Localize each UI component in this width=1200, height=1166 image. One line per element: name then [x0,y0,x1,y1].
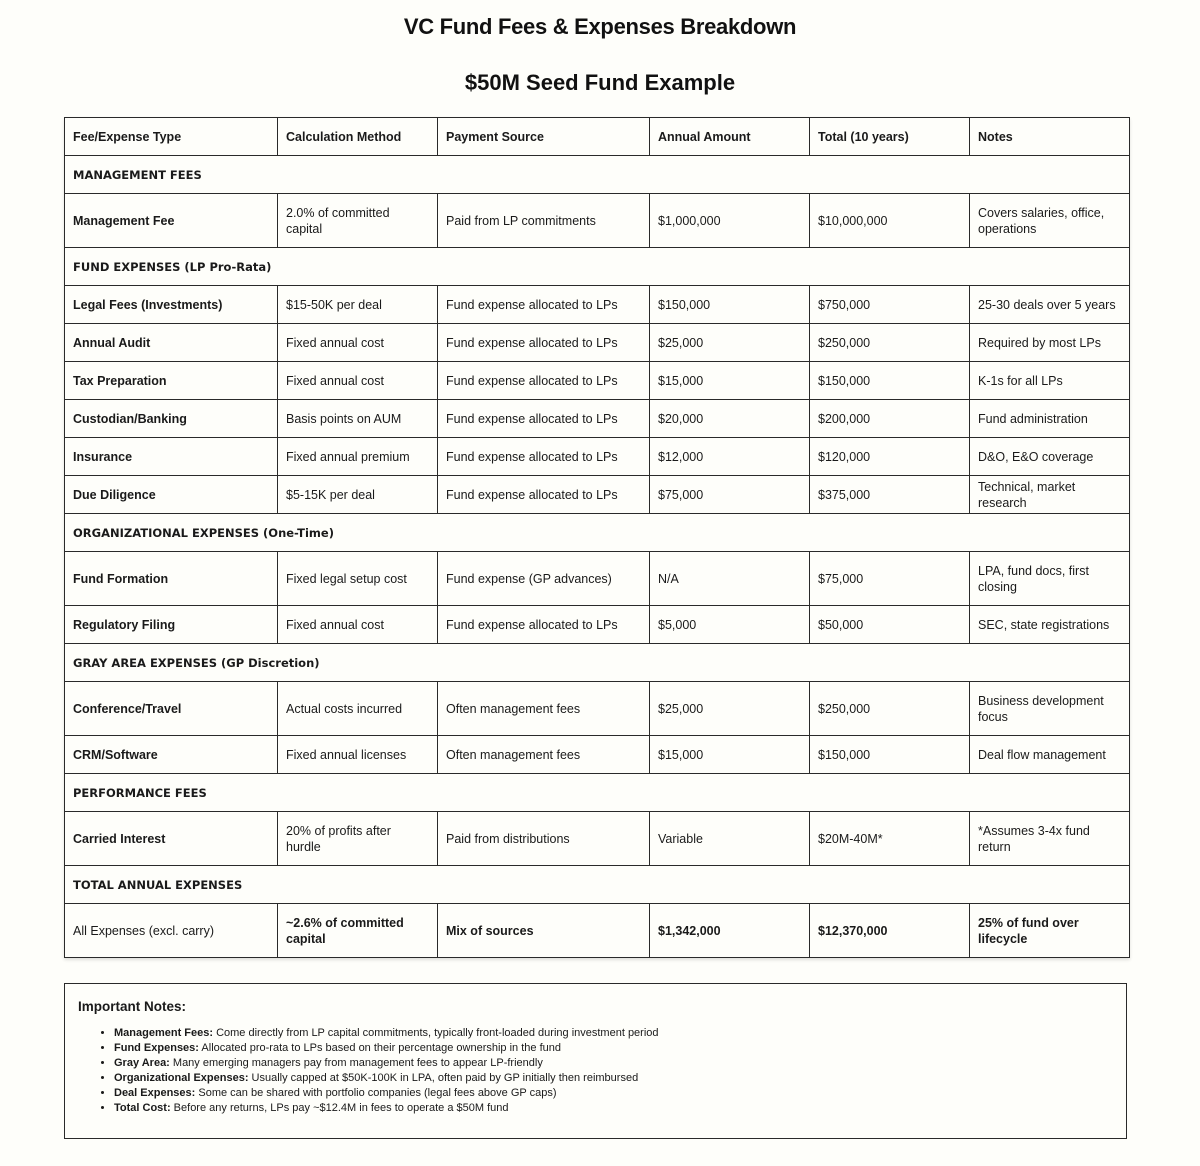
annual-amount-cell: Variable [650,812,810,866]
section-title: TOTAL ANNUAL EXPENSES [65,866,1130,904]
note-item [114,1086,659,1101]
annual-amount-cell: $15,000 [650,362,810,400]
total-amount-cell: $12,370,000 [810,904,970,958]
fees-table [64,117,1130,958]
section-header-row [65,644,1130,682]
notes-cell: Fund administration [970,400,1130,438]
notes-cell: LPA, fund docs, first closing [970,552,1130,606]
table-body [65,156,1130,958]
calculation-method-cell: Fixed annual cost [278,362,438,400]
note-label: Fund Expenses: [114,1042,199,1054]
total-amount-cell: $10,000,000 [810,194,970,248]
notes-list [78,1026,659,1116]
fee-type-cell: All Expenses (excl. carry) [65,904,278,958]
note-label: Management Fees: [114,1027,214,1039]
annual-amount-cell: $12,000 [650,438,810,476]
table-row [65,736,1130,774]
table-row [65,194,1130,248]
note-text: Usually capped at $50K-100K in LPA, often paid by GP initially then reimbursed [248,1072,639,1084]
fee-type-cell: Due Diligence [65,476,278,514]
note-text: Some can be shared with portfolio companies (legal fees above GP caps) [195,1087,557,1099]
payment-source-cell: Paid from LP commitments [438,194,650,248]
fee-type-cell: Fund Formation [65,552,278,606]
note-label: Gray Area: [114,1057,170,1069]
notes-cell: 25% of fund over lifecycle [970,904,1130,958]
note-label: Organizational Expenses: [114,1072,249,1084]
calculation-method-cell: Fixed annual licenses [278,736,438,774]
annual-amount-cell: $25,000 [650,682,810,736]
payment-source-cell: Fund expense allocated to LPs [438,362,650,400]
section-header-row [65,156,1130,194]
annual-amount-cell: $5,000 [650,606,810,644]
annual-amount-cell: $150,000 [650,286,810,324]
payment-source-cell: Fund expense allocated to LPs [438,438,650,476]
fee-type-cell: Carried Interest [65,812,278,866]
calculation-method-cell: Fixed annual cost [278,324,438,362]
table-row [65,682,1130,736]
payment-source-cell: Paid from distributions [438,812,650,866]
fee-type-cell: Management Fee [65,194,278,248]
notes-cell: D&O, E&O coverage [970,438,1130,476]
annual-amount-cell: $15,000 [650,736,810,774]
total-amount-cell: $200,000 [810,400,970,438]
fee-type-cell: Custodian/Banking [65,400,278,438]
notes-cell: Required by most LPs [970,324,1130,362]
fee-type-cell: Conference/Travel [65,682,278,736]
note-item [114,1101,659,1116]
column-header: Fee/Expense Type [65,118,278,156]
calculation-method-cell: 2.0% of committed capital [278,194,438,248]
total-amount-cell: $20M-40M* [810,812,970,866]
section-title: ORGANIZATIONAL EXPENSES (One-Time) [65,514,1130,552]
total-amount-cell: $750,000 [810,286,970,324]
column-header: Notes [970,118,1130,156]
payment-source-cell: Fund expense allocated to LPs [438,606,650,644]
fee-type-cell: Regulatory Filing [65,606,278,644]
section-title: MANAGEMENT FEES [65,156,1130,194]
calculation-method-cell: $15-50K per deal [278,286,438,324]
column-header: Calculation Method [278,118,438,156]
table-row [65,324,1130,362]
note-item [114,1056,659,1071]
annual-amount-cell: $25,000 [650,324,810,362]
section-title: GRAY AREA EXPENSES (GP Discretion) [65,644,1130,682]
section-title: FUND EXPENSES (LP Pro-Rata) [65,248,1130,286]
annual-amount-cell: $1,000,000 [650,194,810,248]
notes-title: Important Notes: [78,999,186,1014]
table-row [65,904,1130,958]
note-text: Come directly from LP capital commitments, typically front-loaded during investment period [213,1027,659,1039]
payment-source-cell: Often management fees [438,682,650,736]
fee-type-cell: Annual Audit [65,324,278,362]
notes-cell: *Assumes 3-4x fund return [970,812,1130,866]
fee-type-cell: Legal Fees (Investments) [65,286,278,324]
note-label: Deal Expenses: [114,1087,196,1099]
payment-source-cell: Fund expense allocated to LPs [438,324,650,362]
total-amount-cell: $150,000 [810,362,970,400]
notes-cell: Covers salaries, office, operations [970,194,1130,248]
calculation-method-cell: ~2.6% of committed capital [278,904,438,958]
total-amount-cell: $120,000 [810,438,970,476]
note-item [114,1026,659,1041]
notes-cell: Business development focus [970,682,1130,736]
section-header-row [65,248,1130,286]
calculation-method-cell: Basis points on AUM [278,400,438,438]
column-header: Total (10 years) [810,118,970,156]
notes-cell: Technical, market research [970,476,1130,514]
fee-type-cell: Insurance [65,438,278,476]
important-notes-box [64,983,1127,1139]
note-text: Before any returns, LPs pay ~$12.4M in fees to operate a $50M fund [170,1102,509,1114]
calculation-method-cell: Fixed annual premium [278,438,438,476]
payment-source-cell: Often management fees [438,736,650,774]
section-header-row [65,866,1130,904]
table-row [65,286,1130,324]
calculation-method-cell: $5-15K per deal [278,476,438,514]
note-label: Total Cost: [114,1102,171,1114]
notes-cell: K-1s for all LPs [970,362,1130,400]
table-row [65,812,1130,866]
total-amount-cell: $50,000 [810,606,970,644]
page-subtitle: $50M Seed Fund Example [464,70,736,95]
table-header-row [65,118,1130,156]
section-title: PERFORMANCE FEES [65,774,1130,812]
total-amount-cell: $250,000 [810,324,970,362]
calculation-method-cell: Actual costs incurred [278,682,438,736]
table-row [65,400,1130,438]
table-row [65,362,1130,400]
column-header: Annual Amount [650,118,810,156]
payment-source-cell: Fund expense (GP advances) [438,552,650,606]
total-amount-cell: $250,000 [810,682,970,736]
total-amount-cell: $75,000 [810,552,970,606]
page-title: VC Fund Fees & Expenses Breakdown [403,14,797,39]
total-amount-cell: $375,000 [810,476,970,514]
table-row [65,552,1130,606]
notes-cell: Deal flow management [970,736,1130,774]
table-row [65,476,1130,514]
annual-amount-cell: $75,000 [650,476,810,514]
section-header-row [65,774,1130,812]
annual-amount-cell: $1,342,000 [650,904,810,958]
notes-cell: 25-30 deals over 5 years [970,286,1130,324]
total-amount-cell: $150,000 [810,736,970,774]
column-header: Payment Source [438,118,650,156]
fee-type-cell: CRM/Software [65,736,278,774]
notes-cell: SEC, state registrations [970,606,1130,644]
note-text: Many emerging managers pay from management fees to appear LP-friendly [169,1057,543,1069]
payment-source-cell: Fund expense allocated to LPs [438,400,650,438]
section-header-row [65,514,1130,552]
fee-type-cell: Tax Preparation [65,362,278,400]
note-item [114,1071,659,1086]
annual-amount-cell: N/A [650,552,810,606]
payment-source-cell: Mix of sources [438,904,650,958]
calculation-method-cell: 20% of profits after hurdle [278,812,438,866]
calculation-method-cell: Fixed legal setup cost [278,552,438,606]
payment-source-cell: Fund expense allocated to LPs [438,476,650,514]
annual-amount-cell: $20,000 [650,400,810,438]
payment-source-cell: Fund expense allocated to LPs [438,286,650,324]
table-row [65,606,1130,644]
calculation-method-cell: Fixed annual cost [278,606,438,644]
note-item [114,1041,659,1056]
table-row [65,438,1130,476]
note-text: Allocated pro-rata to LPs based on their percentage ownership in the fund [198,1042,561,1054]
